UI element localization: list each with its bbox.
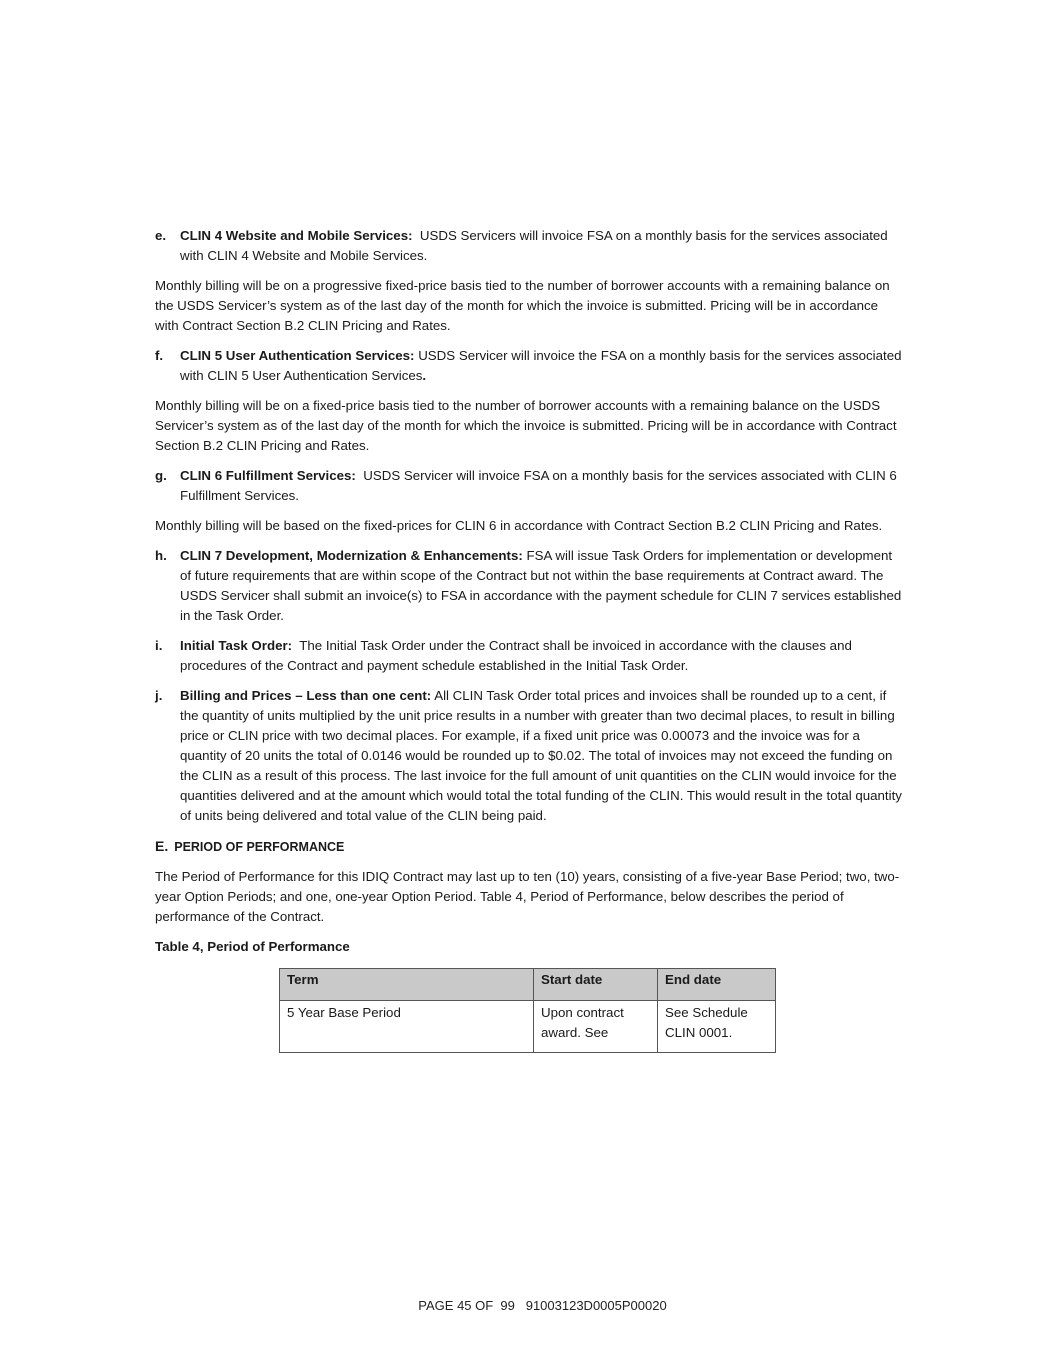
list-marker: f.: [155, 348, 164, 363]
item-text: USDS Servicer will invoice the FSA on a monthly basis for the services associated with CLIN 5 User Authentication Services: [180, 348, 902, 383]
list-item-f: [155, 346, 903, 386]
page-footer: PAGE 45 OF 99 91003123D0005P00020: [418, 1298, 667, 1313]
item-heading: CLIN 4 Website and Mobile Services:: [180, 228, 413, 243]
section-body: The Period of Performance for this IDIQ Contract may last up to ten (10) years, consisting of a five-year Base Period; two, two-year Option Periods; and one, one-year Option Period. Table 4, Period of Performance, below describes the period of performance of the Contract.: [155, 869, 900, 924]
header-end-date: End date: [658, 969, 776, 1001]
section-letter: E.: [155, 838, 169, 854]
table-caption: Table 4, Period of Performance: [155, 939, 350, 954]
item-text: All CLIN Task Order total prices and invoices shall be rounded up to a cent, if the quantity of units multiplied by the unit price results in a number with greater than two decimal places, to result in billing price or CLIN price with two decimal places. For example, if a fixed unit price was 0.00073 and the invoice was for a quantity of 20 units the total of 0.0146 would be rounded up to $0.02. The total of invoices may not exceed the funding on the CLIN as a result of this process. The last invoice for the full amount of unit quantities on the CLIN would invoice for the quantities delivered and at the amount which would total the total funding of the CLIN. This would result in the total quantity of units being delivered and total value of the CLIN being paid.: [180, 688, 902, 823]
clin6-billing-paragraph: Monthly billing will be based on the fixed-prices for CLIN 6 in accordance with Contract Section B.2 CLIN Pricing and Rates.: [155, 518, 883, 533]
list-item-e: [155, 226, 903, 266]
clin5-billing-paragraph: Monthly billing will be on a fixed-price basis tied to the number of borrower accounts with a remaining balance on the USDS Servicer’s system as of the last day of the month for which the invoice is submitted. Pricing will be in accordance with Contract Section B.2 CLIN Pricing and Rates.: [155, 398, 897, 453]
document-body: [155, 226, 903, 1053]
item-text: USDS Servicer will invoice FSA on a monthly basis for the services associated with CLIN 6 Fulfillment Services.: [180, 468, 897, 503]
list-marker: j.: [155, 688, 163, 703]
cell-start-date: Upon contract award. See: [534, 1001, 658, 1053]
item-heading: Billing and Prices – Less than one cent:: [180, 688, 432, 703]
list-item-i: [155, 636, 903, 676]
item-text: The Initial Task Order under the Contract shall be invoiced in accordance with the clauses and procedures of the Contract and payment schedule established in the Initial Task Order.: [180, 638, 852, 673]
table-header-row: [280, 969, 776, 1001]
header-start-date: Start date: [534, 969, 658, 1001]
list-item-g: [155, 466, 903, 506]
list-marker: h.: [155, 548, 167, 563]
item-heading: CLIN 7 Development, Modernization & Enhancements:: [180, 548, 523, 563]
cell-term: 5 Year Base Period: [280, 1001, 534, 1053]
item-heading: Initial Task Order:: [180, 638, 293, 653]
cell-end-date: See Schedule CLIN 0001.: [658, 1001, 776, 1053]
list-marker: i.: [155, 638, 163, 653]
section-title: PERIOD OF PERFORMANCE: [174, 840, 345, 854]
list-marker: g.: [155, 468, 167, 483]
item-text: FSA will issue Task Orders for implementation or development of future requirements that are within scope of the Contract but not within the base requirements at Contract award. The USDS Servicer shall submit an invoice(s) to FSA in accordance with the payment schedule for CLIN 7 services established in the Task Order.: [180, 548, 902, 623]
item-period: .: [422, 368, 427, 383]
list-marker: e.: [155, 228, 167, 243]
clin4-billing-paragraph: Monthly billing will be on a progressive fixed-price basis tied to the number of borrower accounts with a remaining balance on the USDS Servicer’s system as of the last day of the month for which the invoice is submitted. Pricing will be in accordance with Contract Section B.2 CLIN Pricing and Rates.: [155, 278, 890, 333]
table-row: [280, 1001, 776, 1053]
item-text: USDS Servicers will invoice FSA on a monthly basis for the services associated with CLIN 4 Website and Mobile Services.: [180, 228, 888, 263]
list-item-j: [155, 686, 903, 826]
section-heading: [155, 836, 903, 857]
period-of-performance-table: [279, 968, 776, 1053]
list-item-h: [155, 546, 903, 626]
item-heading: CLIN 6 Fulfillment Services:: [180, 468, 356, 483]
item-heading: CLIN 5 User Authentication Services:: [180, 348, 415, 363]
header-term: Term: [280, 969, 534, 1001]
